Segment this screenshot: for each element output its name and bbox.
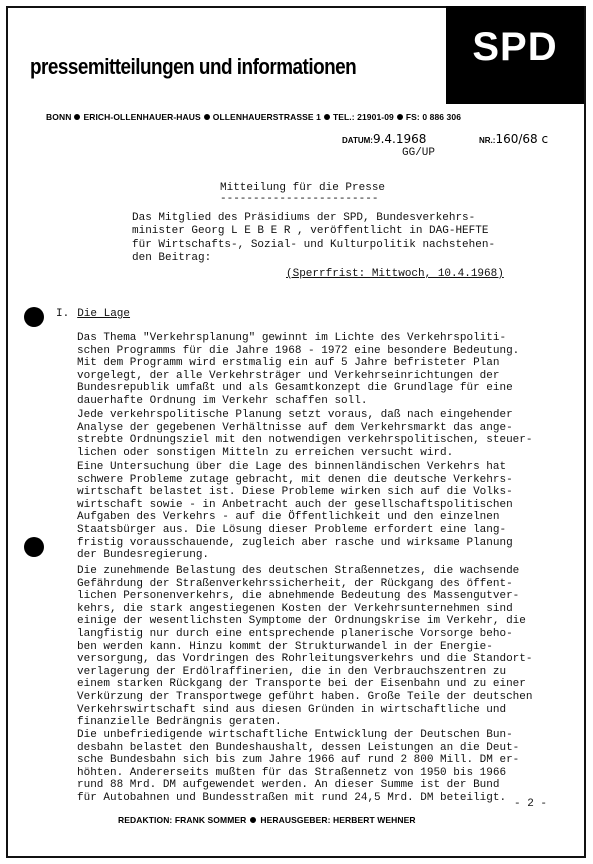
paragraph: Eine Untersuchung über die Lage des binnenländischen Verkehrs hat schwere Probleme zutage gebracht, mit denen die deutsche Verkehrs- wirtschaft belastet ist. Diese Probleme wirken sich auf die Volks- wirtschaft sowie - in Anbetracht auch der gesellschaftspolitischen Aufgaben des Verkehrs - auf die Öffentlichkeit und den einzelnen Staatsbürger aus. Die Lösung dieser Probleme erfordert eine lang- fristig vorausschauende, zugleich aber rasche und wirksame Planung der Bundesregierung. [77,461,513,562]
date-value: 9.4.1968 [372,132,427,146]
address-street: OLLENHAUERSTRASSE 1 [212,112,321,122]
address-telex: FS: 0 886 306 [405,112,462,122]
paragraph: Das Thema "Verkehrsplanung" gewinnt im Lichte des Verkehrspoliti- schen Programms für die Jahre 1968 - 1972 eine besondere Bedeutung. Mit dem Programm wird erstmalig ein auf 5 Jahre befristeter Plan vorgelegt, der alle Verkehrsträger und Verkehrseinrichtungen der Bundesrepublik umfaßt und als Gesamtkonzept die Grundlage für eine dauerhafte Ordnung im Verkehr schaffen soll. [77,332,520,407]
address-line [46,112,461,122]
date-label: DATUM: [342,136,373,145]
address-building: ERICH-OLLENHAUER-HAUS [83,112,201,122]
footer-publisher: HERAUSGEBER: HERBERT WEHNER [260,815,416,825]
paragraph: Die zunehmende Belastung des deutschen Straßennetzes, die wachsende Gefährdung der Straßenverkehrssicherheit, der Rückgang des öffent- lichen Personenverkehrs, die abnehmende Bedeutung des Massengutver- kehrs, die stark angestiegenen Kosten der Verkehrsunternehmen sind einige der wesentlichsten Symptome der Ordnungskrise im Verkehr, die langfistig nur durch eine entsprechende planerische Vorsorge beho- ben werden kann. Hinzu kommt der Strukturwandel in der Energie- versorgung, das Vordringen des Rohrleitungsverkehrs und die Standort- verlagerung der Erdölraffinerien, die in den Verbrauchszentren zu einem starken Rückgang der Transporte bei der Eisenbahn und zu einer Verkürzung der Transportwege geführt haben. Große Teile der deutschen Verkehrswirtschaft sind aus diesen Gründen in wirtschaftliche und finanzielle Bedrängnis geraten. [77,565,533,729]
bullet-icon [74,114,80,120]
section-number: I. [56,308,70,320]
number-value: 160/68 c [495,132,549,146]
bullet-icon [250,817,256,823]
section-heading [56,308,130,320]
punch-hole [24,537,44,557]
address-city: BONN [46,112,72,122]
date-field [342,132,426,147]
number-label: NR.: [479,136,496,145]
document-heading: Mitteilung für die Presse [220,182,386,194]
punch-hole [24,307,44,327]
footer-line [118,815,416,825]
number-field [479,132,548,146]
reference-code: GG/UP [402,147,436,159]
paragraph: Jede verkehrspolitische Planung setzt voraus, daß nach eingehender Analyse der gegebenen Verhältnisse auf dem Verkehrsmarkt das ange- strebte Ordnungsziel mit den notwendigen verkehrspolitischen, steuer- lichen oder sonstigen Mitteln zu erreichen versucht wird. [77,409,533,459]
bullet-icon [204,114,210,120]
embargo-notice: (Sperrfrist: Mittwoch, 10.4.1968) [286,268,504,280]
footer-editor: REDAKTION: FRANK SOMMER [118,815,247,825]
bullet-icon [324,114,330,120]
page-marker: - 2 - [514,798,548,810]
address-phone: TEL.: 21901-09 [332,112,394,122]
heading-rule: ------------------------ [220,193,379,205]
intro-text: Das Mitglied des Präsidiums der SPD, Bundesverkehrs- minister Georg L E B E R , veröffentlicht in DAG-HEFTE für Wirtschafts-, Sozial- und Kulturpolitik nachstehen- den Beitrag: [132,212,496,265]
spd-logo: SPD [446,6,584,104]
masthead-title: pressemitteilungen und informationen [30,54,357,79]
bullet-icon [397,114,403,120]
section-title: Die Lage [77,308,131,320]
paragraph: Die unbefriedigende wirtschaftliche Entwicklung der Deutschen Bun- desbahn belastet den Bundeshaushalt, dessen Leistungen an die Deut- sche Bundesbahn sich bis zum Jahre 1966 auf rund 2 800 Mill. DM er- höhten. Andererseits mußten für das Straßennetz von 1950 bis 1966 rund 88 Mrd. DM aufgewendet werden. An dieser Summe ist der Bund für Autobahnen und Bundesstraßen mit rund 24,5 Mrd. DM beteiligt. [77,729,520,804]
